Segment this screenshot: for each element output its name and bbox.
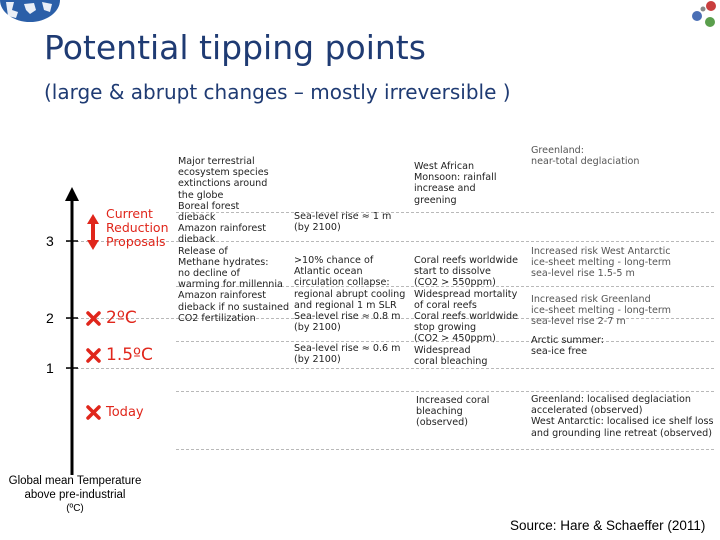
coral-bleaching-observed: Increased coral bleaching (observed) bbox=[416, 395, 490, 429]
greenland-deglaciation: Greenland: near-total deglaciation bbox=[531, 145, 640, 168]
molecule-logo bbox=[683, 0, 720, 30]
marker-1-5c-label: 1.5ºC bbox=[106, 345, 153, 365]
gridline-row-d bbox=[176, 391, 714, 392]
sea-level-0-6m: Sea-level rise ≈ 0.6 m (by 2100) bbox=[294, 343, 401, 366]
proposals-line-1: Current bbox=[106, 206, 153, 221]
cross-icon-today bbox=[86, 405, 101, 420]
proposals-label bbox=[106, 207, 169, 249]
source-citation: Source: Hare & Schaeffer (2011) bbox=[510, 518, 706, 533]
y-axis-label-line-3: (ºC) bbox=[66, 503, 84, 514]
greenland-risk: Increased risk Greenland ice-sheet melting - long-term sea-level rise 2-7 m bbox=[531, 294, 672, 328]
arctic-sea-ice: Arctic summer: sea-ice free bbox=[531, 335, 605, 358]
gridline-row-e bbox=[176, 449, 714, 450]
slide-subtitle: (large & abrupt changes – mostly irreversible ) bbox=[44, 80, 511, 104]
sea-level-1m: Sea-level rise ≈ 1 m (by 2100) bbox=[294, 211, 392, 234]
globe-logo bbox=[0, 0, 62, 30]
y-tick-1: 1 bbox=[46, 360, 54, 376]
y-axis-label bbox=[0, 474, 150, 516]
y-axis-label-line-1: Global mean Temperature bbox=[8, 475, 142, 487]
west-antarctic-risk: Increased risk West Antarctic ice-sheet melting - long-term sea-level rise 1.5-5 m bbox=[531, 246, 672, 280]
west-african-monsoon: West African Monsoon: rainfall increase and greening bbox=[414, 161, 497, 206]
marker-today-label: Today bbox=[106, 405, 144, 420]
atlantic-circulation: >10% chance of Atlantic ocean circulation collapse: regional abrupt cooling and regional 1 m SLR Sea-level rise ≈ 0.8 m (by 2100) bbox=[294, 255, 406, 334]
slide-title: Potential tipping points bbox=[44, 28, 426, 67]
proposals-arrow-icon bbox=[87, 214, 99, 250]
y-axis bbox=[62, 185, 82, 475]
y-tick-3: 3 bbox=[46, 233, 54, 249]
proposals-line-2: Reduction bbox=[106, 220, 169, 235]
gridline-1 bbox=[66, 368, 714, 369]
marker-2c-label: 2ºC bbox=[106, 308, 137, 328]
coral-reefs: Coral reefs worldwide start to dissolve (CO2 > 550ppm) Widespread mortality of coral reefs Coral reefs worldwide stop growing (CO2 > 450ppm) Widespread coral bleaching bbox=[414, 255, 518, 367]
y-tick-2: 2 bbox=[46, 310, 54, 326]
cross-icon-2c bbox=[86, 311, 101, 326]
y-axis-label-line-2: above pre-industrial bbox=[24, 489, 126, 501]
terrestrial-impacts: Major terrestrial ecosystem species extinctions around the globe Boreal forest dieback Amazon rainforest dieback Release of Methane hydrates: no decline of warming for millennia Amazon rainforest dieback if no sustained CO2 fertilization bbox=[178, 156, 290, 324]
proposals-line-3: Proposals bbox=[106, 234, 166, 249]
cross-icon-1-5c bbox=[86, 348, 101, 363]
observed-ice-loss: Greenland: localised deglaciation accelerated (observed) West Antarctic: localised ice shelf loss and grounding line retreat (observed) bbox=[531, 394, 714, 439]
